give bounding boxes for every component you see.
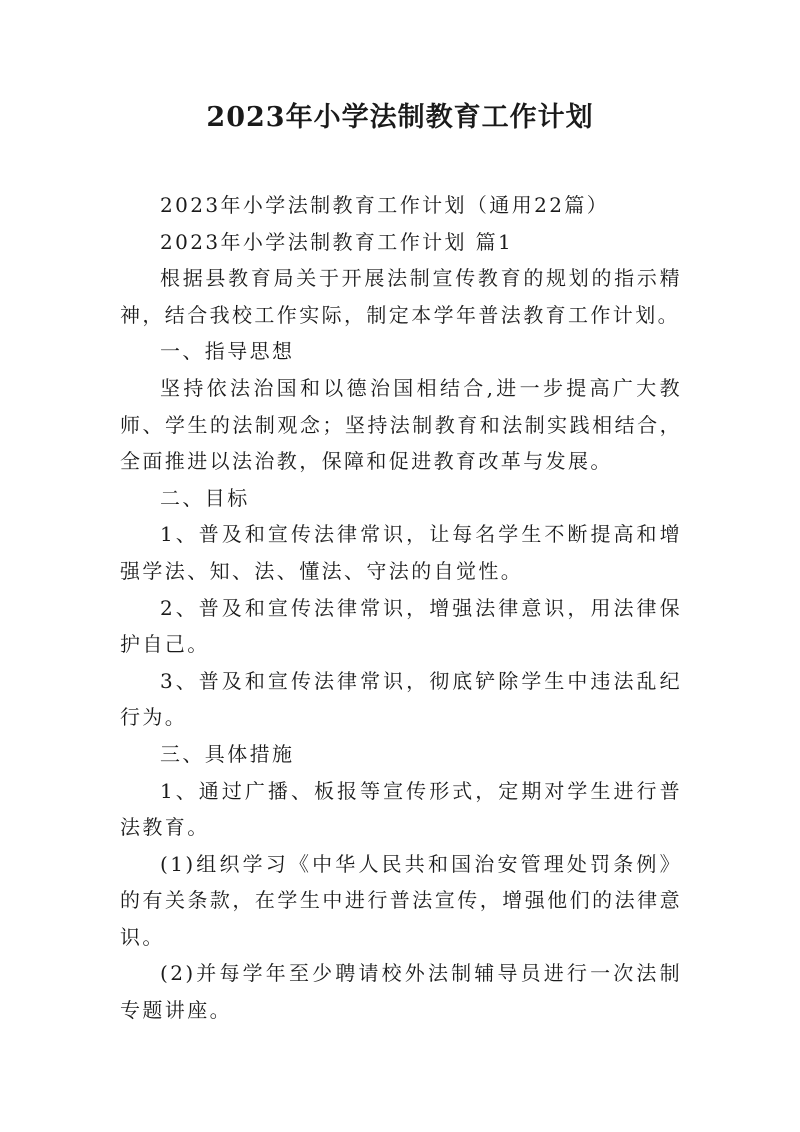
goal-item-3: 3、普及和宣传法律常识，彻底铲除学生中违法乱纪行为。 [120, 668, 682, 730]
measure-subitem-1: (1)组织学习《中华人民共和国治安管理处罚条例》的有关条款，在学生中进行普法宣传，增强他们的法律意识。 [120, 851, 682, 949]
guiding-ideology-paragraph: 坚持依法治国和以德治国相结合,进一步提高广大教师、学生的法制观念；坚持法制教育和法制实践相结合，全面推进以法治教，保障和促进教育改革与发展。 [120, 375, 682, 474]
intro-paragraph: 根据县教育局关于开展法制宣传教育的规划的指示精神，结合我校工作实际，制定本学年普法教育工作计划。 [120, 266, 682, 327]
heading-measures: 三、具体措施 [160, 741, 295, 766]
heading-guiding-ideology: 一、指导思想 [160, 339, 295, 364]
subtitle-paragraph: 2023年小学法制教育工作计划（通用22篇） [160, 193, 610, 217]
goal-item-2: 2、普及和宣传法律常识，增强法律意识，用法律保护自己。 [120, 595, 682, 657]
heading-goals: 二、目标 [160, 485, 250, 510]
goal-item-1: 1、普及和宣传法律常识，让每名学生不断提高和增强学法、知、法、懂法、守法的自觉性。 [120, 522, 682, 583]
document-body [120, 187, 682, 1029]
measure-subitem-2: (2)并每学年至少聘请校外法制辅导员进行一次法制专题讲座。 [120, 961, 682, 1023]
section-heading-article-1: 2023年小学法制教育工作计划 篇1 [160, 229, 514, 254]
document-title: 2023年小学法制教育工作计划 [206, 102, 594, 133]
measure-item-1: 1、通过广播、板报等宣传形式，定期对学生进行普法教育。 [120, 778, 682, 840]
